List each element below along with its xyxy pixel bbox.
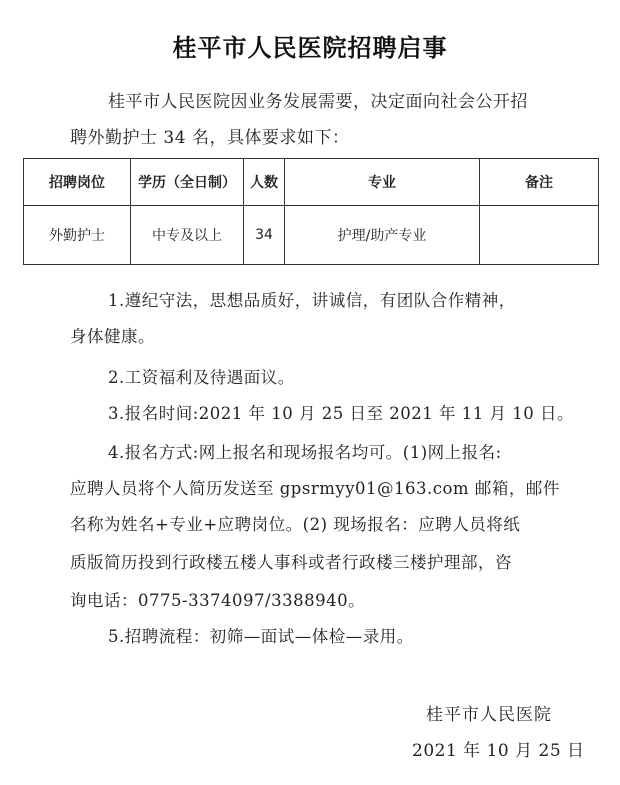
- header-remarks: 备注: [480, 159, 599, 206]
- cell-remarks: [480, 206, 599, 265]
- signature-organization: 桂平市人民医院: [426, 705, 552, 725]
- item-4-line-4: 质版简历投到行政楼五楼人事科或者行政楼三楼护理部，咨: [70, 553, 512, 572]
- signature-date: 2021 年 10 月 25 日: [412, 741, 585, 761]
- document-title: 桂平市人民医院招聘启事: [172, 34, 448, 62]
- header-position: 招聘岗位: [24, 159, 131, 206]
- cell-position: 外勤护士: [24, 206, 131, 265]
- item-5: 5.招聘流程：初筛—面试—体检—录用。: [108, 627, 414, 646]
- item-4-line-5: 询电话：0775-3374097/3388940。: [70, 591, 366, 610]
- header-education: 学历（全日制）: [131, 159, 244, 206]
- item-3: 3.报名时间:2021 年 10 月 25 日至 2021 年 11 月 10 日。: [108, 404, 574, 423]
- cell-count: 34: [244, 206, 285, 265]
- table-header-row: [24, 159, 599, 206]
- header-major: 专业: [285, 159, 480, 206]
- cell-major: 护理/助产专业: [285, 206, 480, 265]
- item-2: 2.工资福利及待遇面议。: [108, 368, 295, 387]
- cell-education: 中专及以上: [131, 206, 244, 265]
- item-1-line-2: 身体健康。: [70, 327, 155, 346]
- intro-line-1: 桂平市人民医院因业务发展需要，决定面向社会公开招: [108, 92, 528, 112]
- table-row: [24, 206, 599, 265]
- item-4-line-2: 应聘人员将个人简历发送至 gpsrmyy01@163.com 邮箱，邮件: [70, 479, 560, 498]
- item-4-line-1: 4.报名方式:网上报名和现场报名均可。(1)网上报名:: [108, 443, 502, 462]
- header-count: 人数: [244, 159, 285, 206]
- intro-line-2: 聘外勤护士 34 名，具体要求如下：: [70, 128, 350, 148]
- item-4-line-3: 名称为姓名+专业+应聘岗位。(2) 现场报名：应聘人员将纸: [70, 515, 521, 534]
- item-1-line-1: 1.遵纪守法，思想品质好，讲诚信，有团队合作精神，: [108, 291, 516, 310]
- recruitment-table: [23, 158, 599, 265]
